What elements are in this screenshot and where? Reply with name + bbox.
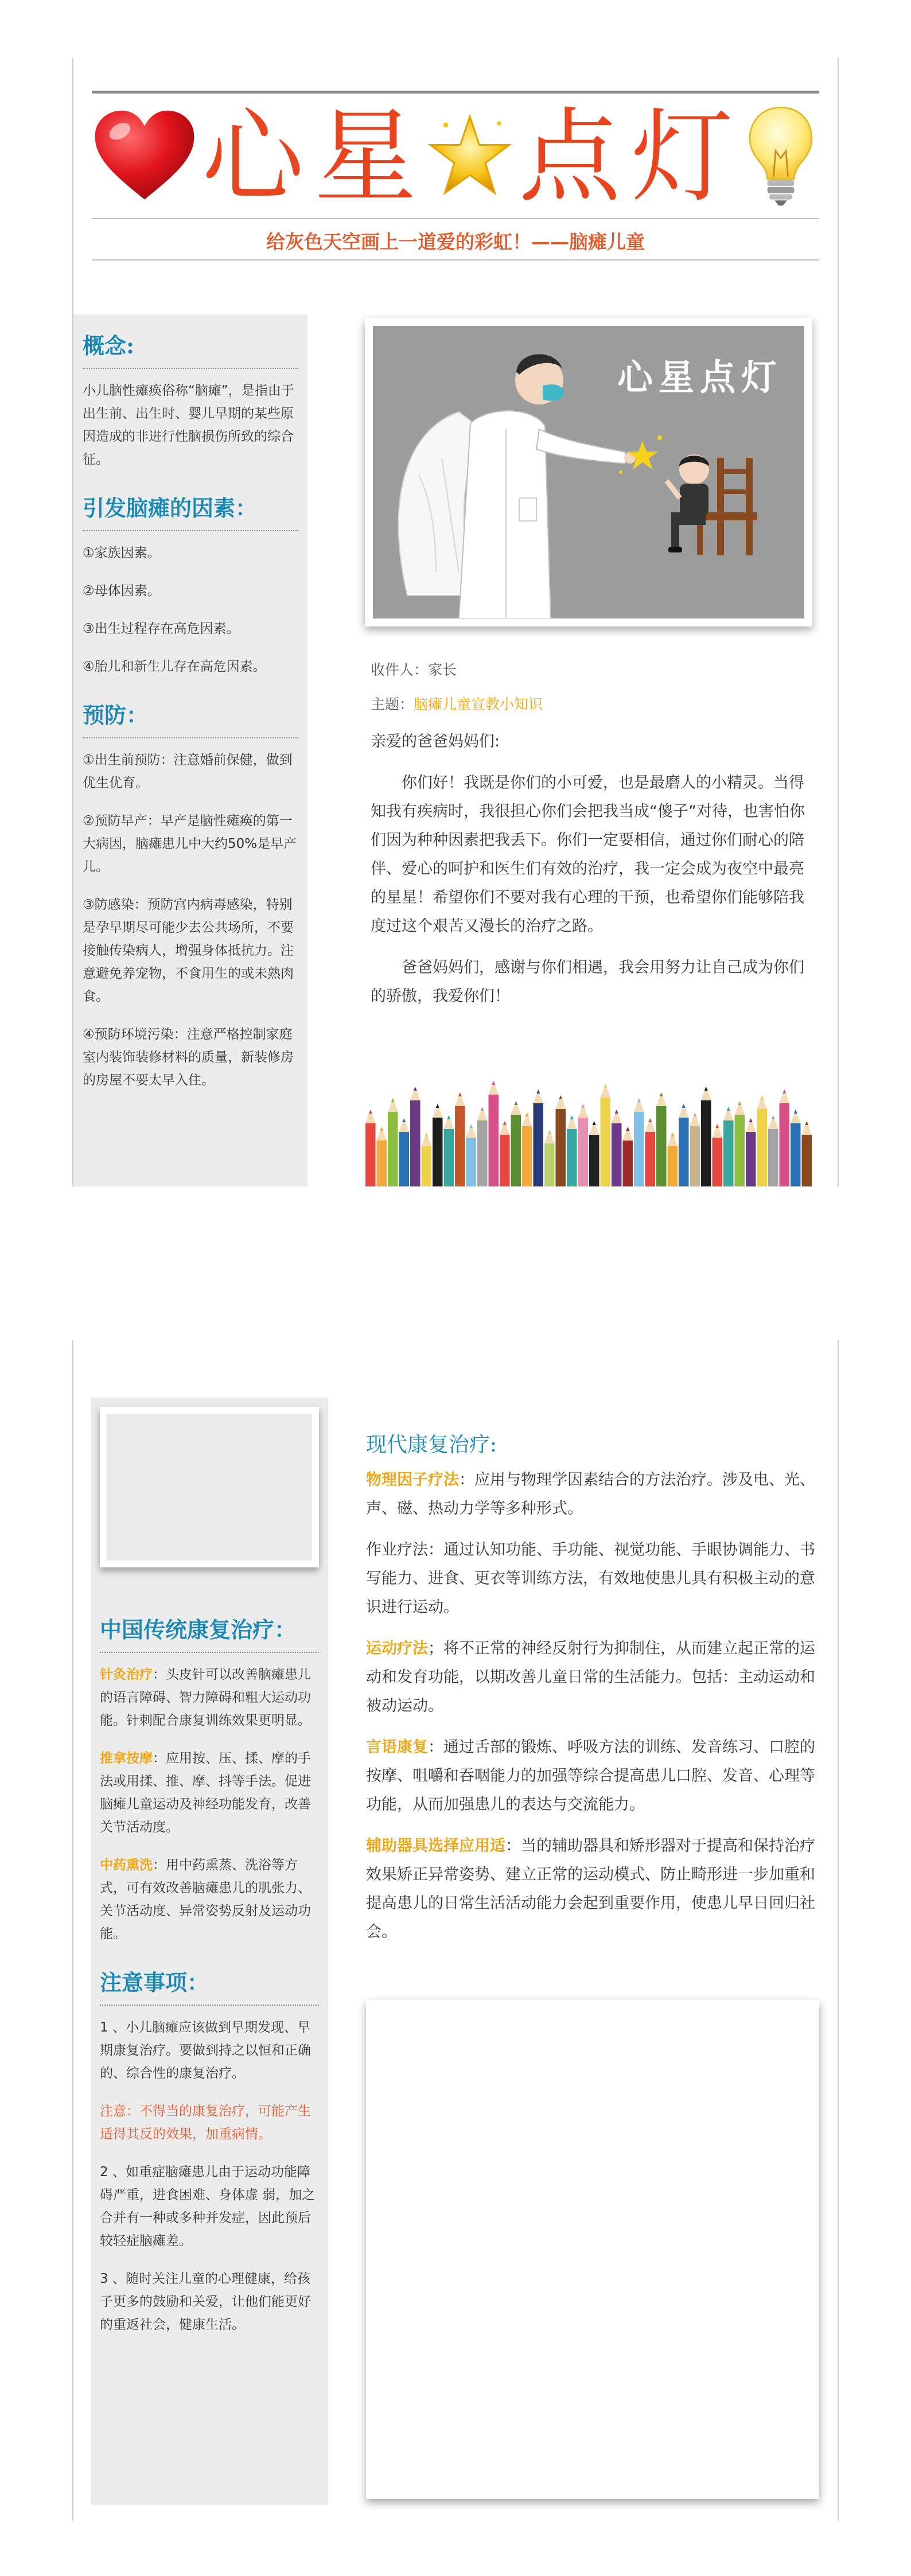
star-icon	[427, 113, 513, 201]
header-bottom-rule	[92, 259, 819, 260]
recipient-line	[371, 659, 807, 679]
pencil	[377, 1141, 387, 1186]
causes-heading: 引发脑瘫的因素：	[83, 486, 298, 531]
pencil-lead	[760, 1095, 764, 1099]
pencil-lead	[593, 1121, 596, 1125]
pencil	[768, 1129, 778, 1186]
therapy-item: 物理因子疗法：应用与物理学因素结合的方法治疗。涉及电、光、声、磁、热动力学等多种形式。	[366, 1471, 815, 1517]
tcm-heading: 中国传统康复治疗：	[100, 1608, 319, 1653]
pencil	[601, 1098, 611, 1186]
pencil	[656, 1106, 667, 1186]
pencil-lead	[660, 1092, 663, 1096]
pencil	[567, 1129, 577, 1186]
tcm-item: 针灸治疗：头皮针可以改善脑瘫患儿的语言障碍、智力障碍和粗大运动功能。针刺配合康复训练效果更明显。	[100, 1667, 311, 1728]
warning-note: 注意：不得当的康复治疗，可能产生适得其反的效果，加重病情。	[100, 2104, 311, 2142]
pencil	[578, 1118, 589, 1186]
therapy-item-text: 通过舌部的锻炼、呼吸方法的训练、发音练习、口腔的按摩、咀嚼和吞咽能力的加强等综合提高患儿口腔、发音、心理等功能，从而加强患儿的表达与交流能力。	[366, 1738, 815, 1814]
title-char-1: 心	[202, 98, 309, 216]
pencil	[477, 1120, 488, 1186]
pencil	[668, 1146, 678, 1186]
pencil-lead	[458, 1092, 462, 1096]
therapy-item: 作业疗法：通过认知功能、手功能、视觉功能、手眼协调能力、书写能力、进食、更衣等训练方法，有效地使患儿具有积极主动的意识进行运动。	[366, 1541, 815, 1616]
pencil	[791, 1123, 801, 1186]
tcm-item-text: 应用按、压、揉、摩的手法或用揉、推、摩、抖等手法。促进脑瘫儿童运动及神经功能发育，改善关节活动度。	[100, 1751, 311, 1835]
pencil-lead	[693, 1112, 696, 1116]
therapy-item-label: 物理因子疗法	[366, 1471, 459, 1489]
pencil-lead	[536, 1089, 540, 1094]
page-title	[92, 94, 819, 220]
colored-pencils-illustration	[365, 1072, 812, 1186]
illustration-caption: 心星点灯	[617, 356, 782, 398]
pencil-lead	[469, 1124, 473, 1128]
pencil	[735, 1115, 745, 1186]
notes-heading: 注意事项：	[100, 1960, 319, 2006]
pencil	[433, 1118, 443, 1186]
pencil-lead	[782, 1089, 786, 1094]
pencil	[399, 1132, 410, 1186]
pencil	[634, 1112, 644, 1186]
pencil-lead	[492, 1081, 495, 1085]
therapy-item-text: 将不正常的神经反射行为抑制住，从而建立起正常的运动和发育功能，以期改善儿童日常的生活能力。包括：主动运动和被动运动。	[366, 1640, 815, 1715]
subject-label: 主题：	[371, 696, 414, 713]
pencil	[757, 1109, 768, 1186]
pencil-lead	[369, 1110, 372, 1114]
pencil	[365, 1123, 376, 1186]
header-top-rule	[92, 91, 819, 94]
pencil	[645, 1132, 656, 1186]
sidebar	[73, 314, 307, 1186]
therapy-item-label: 运动疗法	[366, 1640, 428, 1657]
therapy-item-text: 通过认知功能、手功能、视觉功能、手眼协调能力、书写能力、进食、更衣等训练方法，有效地使患儿具有积极主动的意识进行运动。	[366, 1541, 815, 1616]
therapy-item-text: 应用与物理学因素结合的方法治疗。涉及电、光、声、磁、热动力学等多种形式。	[366, 1471, 815, 1517]
tcm-item: 中药熏洗：用中药熏蒸、洗浴等方式，可有效改善脑瘫患儿的肌张力、关节活动度、异常姿势反射及运动功能。	[100, 1858, 311, 1941]
pencil-lead	[414, 1087, 417, 1091]
therapy-item-label: 辅助器具选择应用适	[366, 1837, 505, 1855]
pencil	[701, 1100, 711, 1186]
pencil-lead	[581, 1104, 585, 1108]
pencil	[612, 1123, 622, 1186]
letter-paragraph: 你们好！我既是你们的小可爱，也是最磨人的小精灵。当得知我有疾病时，我很担心你们会把我当成“傻子”对待，也害怕你们因为种种因素把我丢下。你们一定要相信，通过你们耐心的陪伴、爱心的呵护和医生们有效的治疗，我一定会成为夜空中最亮的星星！希望你们不要对我有心理的干预，也希望你们能够陪我度过这个艰苦又漫长的治疗之路。	[371, 774, 805, 935]
cause-item: ②母体因素。	[83, 583, 161, 598]
tcm-item-text: 头皮针可以改善脑瘫患儿的语言障碍、智力障碍和粗大运动功能。针刺配合康复训练效果更明显。	[100, 1667, 311, 1728]
letter-paragraph: 爸爸妈妈们，感谢与你们相遇，我会用努力让自己成为你们的骄傲，我爱你们！	[371, 959, 804, 1005]
therapy-item: 言语康复：通过舌部的锻炼、呼吸方法的训练、发音练习、口腔的按摩、咀嚼和吞咽能力的加强等综合提高患儿口腔、发音、心理等功能，从而加强患儿的表达与交流能力。	[366, 1738, 815, 1814]
pencil-lead	[749, 1118, 753, 1122]
page-two	[72, 1340, 839, 2521]
pencil	[589, 1135, 599, 1186]
pencil-lead	[704, 1087, 708, 1091]
pencil	[713, 1138, 723, 1186]
pencil-lead	[503, 1121, 507, 1125]
pencil	[410, 1100, 421, 1186]
modern-therapy-heading: 现代康复治疗:	[366, 1433, 497, 1457]
pencil	[623, 1141, 633, 1186]
page-subtitle: 给灰色天空画上一道爱的彩虹！——脑瘫儿童	[266, 231, 645, 253]
tcm-item-label: 中药熏洗	[100, 1858, 153, 1873]
note-item: 1 、小儿脑瘫应该做到早期发现、早期康复治疗。要做到持之以恒和正确的、综合性的康复治疗。	[100, 2020, 311, 2081]
subject-value: 脑瘫儿童宣教小知识	[414, 696, 543, 713]
cause-item: ④胎儿和新生儿存在高危因素。	[83, 659, 266, 674]
pencil-lead	[425, 1133, 428, 1137]
pencil-lead	[481, 1107, 484, 1111]
pencil	[500, 1135, 510, 1186]
letter-greeting: 亲爱的爸爸妈妈们:	[371, 733, 500, 750]
pencil-lead	[682, 1104, 686, 1108]
therapy-item-text: 当的辅助器具和矫形器对于提高和保持治疗效果矫正异常姿势、建立正常的运动模式、防止畸形进一步加重和提高患儿的日常生活活动能力会起到重要作用，使患儿早日回归社会。	[366, 1837, 815, 1941]
sidebar	[91, 1398, 328, 2505]
pencil-lead	[436, 1104, 439, 1108]
title-char-4: 灯	[631, 98, 738, 216]
illustration-frame	[365, 318, 812, 627]
pencil-lead	[715, 1124, 719, 1128]
pencil	[556, 1109, 566, 1186]
tcm-item-label: 针灸治疗	[100, 1667, 153, 1682]
therapy-item: 辅助器具选择应用适：当的辅助器具和矫形器对于提高和保持治疗效果矫正异常姿势、建立正常的运动模式、防止畸形进一步加重和提高患儿的日常生活活动能力会起到重要作用，使患儿早日回归社会。	[366, 1837, 815, 1941]
prevention-item: ②预防早产：早产是脑性瘫痪的第一大病因，脑瘫患儿中大约50%是早产儿。	[83, 814, 297, 874]
recipient-value: 家长	[428, 661, 457, 678]
tcm-item: 推拿按摩：应用按、压、揉、摩的手法或用揉、推、摩、抖等手法。促进脑瘫儿童运动及神经功能发育，改善关节活动度。	[100, 1751, 311, 1835]
prevention-item: ①出生前预防：注意婚前保健，做到优生优育。	[83, 753, 293, 791]
pencil-lead	[805, 1121, 808, 1125]
pencil	[455, 1106, 465, 1186]
note-item: 3 、随时关注儿童的心理健康，给孩子更多的鼓励和关爱，让他们能更好的重返社会，健康生活。	[100, 2271, 311, 2332]
pencil	[522, 1126, 532, 1186]
pencil-lead	[615, 1110, 618, 1114]
pencil-lead	[626, 1127, 629, 1131]
pencil-lead	[391, 1098, 395, 1102]
pencil	[746, 1132, 756, 1186]
subject-line	[371, 693, 807, 714]
pencil	[489, 1095, 499, 1186]
note-item: 2 、如重症脑瘫患儿由于运动功能障碍严重，进食困难、身体虚 弱，加之合并有一种或多种并发症，因此预后较轻症脑瘫差。	[100, 2165, 316, 2248]
pencil	[511, 1115, 521, 1186]
pencil-lead	[402, 1118, 406, 1122]
recipient-label: 收件人：	[371, 661, 429, 678]
pencil	[466, 1138, 477, 1186]
pencil-lead	[604, 1084, 607, 1088]
doctor-child-illustration	[373, 326, 804, 618]
pencil	[723, 1120, 734, 1186]
pencil-lead	[794, 1110, 797, 1114]
cause-item: ③出生过程存在高危因素。	[83, 621, 240, 636]
letter-column	[353, 314, 824, 1186]
letter-body	[353, 627, 824, 1011]
prevention-item: ③防感染：预防宫内病毒感染，特别是孕早期尽可能少去公共场所，不要接触传染病人，增强身体抵抗力。注意避免养宠物，不食用生的或未熟肉食。	[83, 897, 294, 1004]
header-mid-rule	[92, 218, 819, 219]
pencil-lead	[525, 1112, 529, 1116]
pencil-lead	[637, 1098, 641, 1102]
pencil-lead	[380, 1127, 383, 1131]
pencil	[544, 1143, 555, 1186]
pencil-lead	[671, 1133, 674, 1137]
therapy-item: 运动疗法；将不正常的神经反射行为抑制住，从而建立起正常的运动和发育功能，以期改善儿童日常的生活能力。包括：主动运动和被动运动。	[366, 1640, 815, 1715]
pencil	[444, 1129, 454, 1186]
tcm-item-label: 推拿按摩	[100, 1751, 153, 1766]
pencil	[679, 1118, 689, 1186]
pencil-lead	[772, 1115, 775, 1119]
pencil	[534, 1103, 544, 1186]
concept-heading: 概念:	[83, 324, 298, 369]
pencil-lead	[570, 1115, 574, 1119]
title-char-3: 点	[519, 98, 625, 216]
pencil-lead	[514, 1101, 517, 1105]
blank-photo-frame	[366, 2000, 819, 2499]
pencil-lead	[727, 1107, 730, 1111]
pencil	[802, 1135, 812, 1186]
cause-item: ①家族因素。	[83, 546, 161, 561]
pencil-lead	[648, 1118, 652, 1122]
therapy-column	[366, 1340, 825, 2511]
pencil-lead	[559, 1095, 562, 1099]
pencil-lead	[738, 1101, 741, 1105]
concept-text: 小儿脑性瘫痪俗称“脑瘫”，是指由于出生前、出生时、婴儿早期的某些原因造成的非进行性脑损伤所致的综合征。	[83, 383, 294, 467]
tcm-item-text: 用中药熏蒸、洗浴等方式，可有效改善脑瘫患儿的肌张力、关节活动度、异常姿势反射及运动功能。	[100, 1858, 311, 1941]
page-one	[72, 57, 839, 1186]
pencil	[388, 1112, 398, 1186]
therapy-item-label: 作业疗法	[366, 1541, 428, 1559]
pencil-lead	[447, 1115, 450, 1119]
lightbulb-icon	[743, 104, 818, 210]
pencil	[422, 1146, 432, 1186]
blank-image-frame	[100, 1407, 319, 1567]
prevention-heading: 预防：	[83, 693, 298, 738]
title-char-2: 星	[314, 98, 421, 216]
pencil	[780, 1103, 790, 1186]
heart-icon	[93, 107, 196, 207]
pencil-lead	[548, 1130, 551, 1134]
therapy-item-label: 言语康复	[366, 1738, 428, 1756]
prevention-item: ④预防环境污染：注意严格控制家庭室内装饰装修材料的质量，新装修房的房屋不要太早入住。	[83, 1027, 294, 1088]
pencil	[690, 1126, 700, 1186]
